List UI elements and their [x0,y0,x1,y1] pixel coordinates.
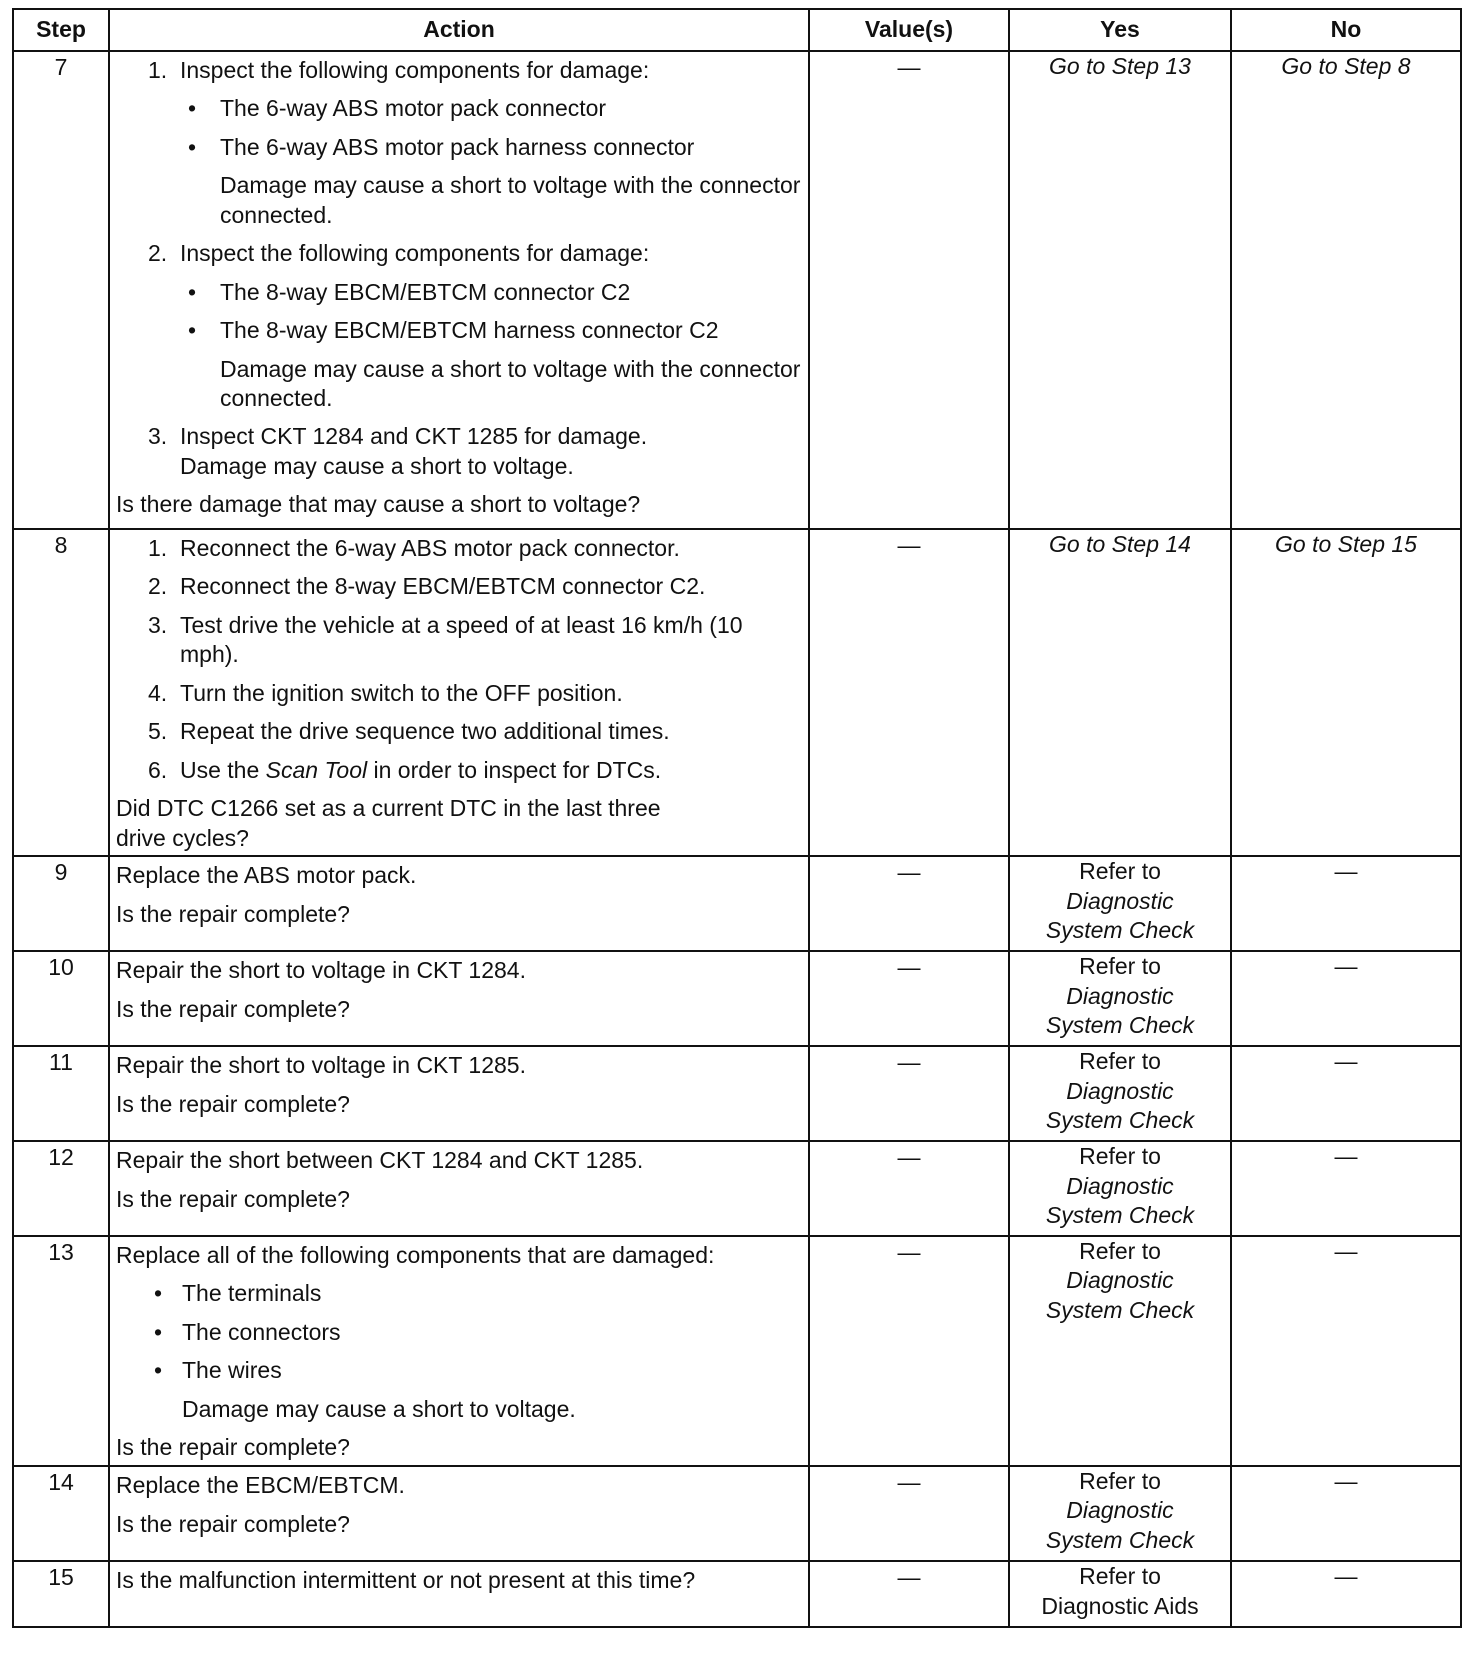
step-number: 11 [13,1046,109,1141]
list-item: 5. Repeat the drive sequence two additional times. [148,718,670,745]
table-row [13,1236,1461,1466]
action-cell [109,1141,809,1236]
action-cell [109,951,809,1046]
step-number: 13 [13,1236,109,1466]
question-text: Is the repair complete? [116,1091,350,1118]
yes-cell: Go to Step 14 [1009,529,1231,856]
bullet-item: • The terminals [154,1280,322,1307]
no-cell: Go to Step 8 [1231,51,1461,529]
no-cell: Go to Step 15 [1231,529,1461,856]
no-cell: — [1231,1236,1461,1466]
question-text: Is the repair complete? [116,901,350,928]
step-number: 7 [13,51,109,529]
table-row [13,1466,1461,1561]
action-text: Replace the EBCM/EBTCM. [116,1471,405,1498]
step-number: 9 [13,856,109,951]
bullet-item: • The wires [154,1357,282,1384]
yes-cell: Refer to Diagnostic System Check [1009,1046,1231,1141]
header-action: Action [109,9,809,51]
value-cell: — [809,856,1009,951]
table-row [13,1141,1461,1236]
no-cell: — [1231,856,1461,951]
action-cell [109,1466,809,1561]
list-item: 1. Inspect the following components for damage: [148,57,650,83]
action-cell [109,529,809,856]
list-item: 1. Reconnect the 6-way ABS motor pack connector. [148,535,680,561]
header-no: No [1231,9,1461,51]
value-cell: — [809,529,1009,856]
action-text: Repair the short to voltage in CKT 1284. [116,956,526,983]
value-cell: — [809,1141,1009,1236]
action-text: Repair the short to voltage in CKT 1285. [116,1051,526,1078]
question-text: Is the repair complete? [116,1186,350,1213]
list-item: 2. Inspect the following components for damage: [148,240,650,267]
no-cell: — [1231,1561,1461,1627]
header-yes: Yes [1009,9,1231,51]
no-cell: — [1231,1466,1461,1561]
list-item: 2. Reconnect the 8-way EBCM/EBTCM connector C2. [148,573,706,600]
table-row [13,951,1461,1046]
table-row [13,51,1461,529]
no-cell: — [1231,1141,1461,1236]
action-cell [109,51,809,529]
action-cell [109,1046,809,1141]
diagnostic-table [12,8,1462,1628]
step-number: 8 [13,529,109,856]
list-item: 3. Test drive the vehicle at a speed of at least 16 km/h (10 mph). [148,611,743,668]
bullet-item: • The 8-way EBCM/EBTCM harness connector C2 [188,317,719,344]
step-number: 10 [13,951,109,1046]
bullet-item: • The 6-way ABS motor pack connector [188,95,607,122]
value-cell: — [809,1236,1009,1466]
yes-cell: Refer to Diagnostic System Check [1009,1141,1231,1236]
action-cell [109,1561,809,1627]
step-number: 12 [13,1141,109,1236]
header-step: Step [13,9,109,51]
bullet-item: • The connectors [154,1318,341,1345]
no-cell: — [1231,951,1461,1046]
question-text: Is there damage that may cause a short to voltage? [116,491,641,518]
value-cell: — [809,1046,1009,1141]
value-cell: — [809,51,1009,529]
step-number: 15 [13,1561,109,1627]
no-cell: — [1231,1046,1461,1141]
bullet-item: • The 6-way ABS motor pack harness connector [188,133,695,160]
list-item: 4. Turn the ignition switch to the OFF position. [148,679,623,706]
value-cell: — [809,1561,1009,1627]
yes-cell: Refer to Diagnostic System Check [1009,856,1231,951]
question-text: Is the repair complete? [116,996,350,1023]
yes-cell: Refer to Diagnostic System Check [1009,951,1231,1046]
action-text: Repair the short between CKT 1284 and CKT 1285. [116,1146,644,1173]
step-number: 14 [13,1466,109,1561]
yes-cell: Refer to Diagnostic Aids [1009,1561,1231,1627]
header-values: Value(s) [809,9,1009,51]
action-text: Replace the ABS motor pack. [116,861,417,888]
table-row [13,1046,1461,1141]
value-cell: — [809,1466,1009,1561]
table-row [13,1561,1461,1627]
yes-cell: Refer to Diagnostic System Check [1009,1236,1231,1466]
bullet-item: • The 8-way EBCM/EBTCM connector C2 [188,278,631,305]
yes-cell: Refer to Diagnostic System Check [1009,1466,1231,1561]
table-row [13,529,1461,856]
action-cell [109,856,809,951]
header-row [13,9,1461,51]
question-text: Is the repair complete? [116,1434,350,1461]
table-row [13,856,1461,951]
scan-tool-term: Scan Tool [265,756,368,783]
list-item: 3. Inspect CKT 1284 and CKT 1285 for damage. Damage may cause a short to voltage. [148,423,648,479]
question-text: Is the repair complete? [116,1511,350,1537]
note-text: Damage may cause a short to voltage with the connector connected. [220,172,801,228]
list-item: 6. Use the Scan Tool in order to inspect for DTCs. [148,756,662,783]
value-cell: — [809,951,1009,1046]
note-text: Damage may cause a short to voltage with the connector connected. [220,355,801,411]
question-text: Is the malfunction intermittent or not present at this time? [116,1566,696,1593]
action-text: Replace all of the following components that are damaged: [116,1241,715,1268]
note-text: Damage may cause a short to voltage. [182,1395,576,1422]
yes-cell: Go to Step 13 [1009,51,1231,529]
question-text: Did DTC C1266 set as a current DTC in the last three drive cycles? [116,795,661,851]
action-cell [109,1236,809,1466]
